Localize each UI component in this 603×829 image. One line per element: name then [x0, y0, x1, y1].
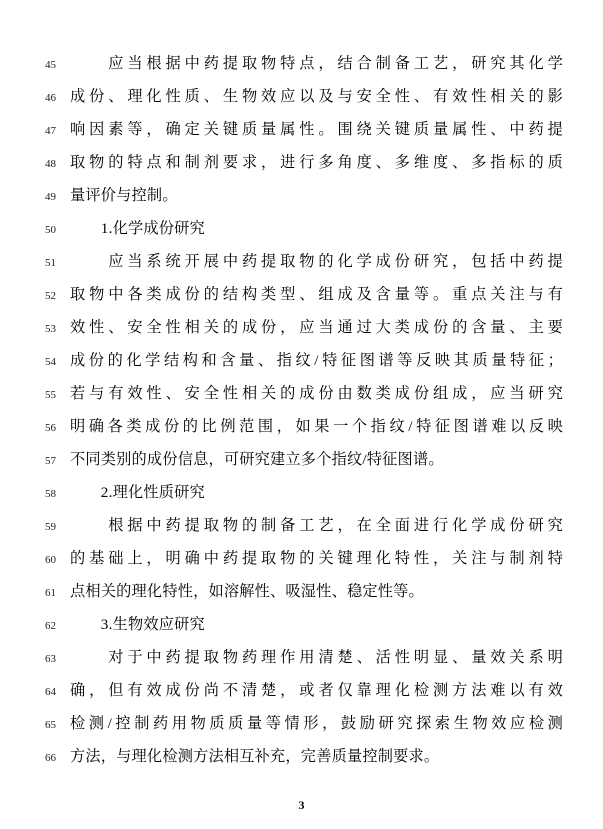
line-number: 57: [45, 455, 56, 467]
line-list: [40, 48, 563, 774]
text-line: [40, 543, 563, 576]
text-line: [40, 378, 563, 411]
line-number: 62: [45, 620, 56, 632]
line-text: 量评价与控制。: [70, 187, 178, 204]
text-line: [40, 345, 563, 378]
line-number: 54: [45, 356, 56, 368]
line-number: 49: [45, 191, 56, 203]
text-line: [40, 48, 563, 81]
line-text: 1.化学成份研究: [70, 220, 205, 237]
text-line: [40, 477, 563, 510]
text-line: [40, 279, 563, 312]
text-line: [40, 246, 563, 279]
line-number: 55: [45, 389, 56, 401]
line-number: 50: [45, 224, 56, 236]
line-number: 53: [45, 323, 56, 335]
text-line: [40, 114, 563, 147]
page-number: 3: [298, 798, 305, 812]
text-line: [40, 576, 563, 609]
line-text: 检测/控制药用物质质量等情形，鼓励研究探索生物效应检测: [70, 715, 563, 732]
line-text: 3.生物效应研究: [70, 616, 205, 633]
line-number: 56: [45, 422, 56, 434]
text-line: [40, 312, 563, 345]
text-line: [40, 180, 563, 213]
text-line: [40, 642, 563, 675]
text-line: [40, 411, 563, 444]
text-line: [40, 675, 563, 708]
line-number: 65: [45, 719, 56, 731]
line-text: 成份、理化性质、生物效应以及与安全性、有效性相关的影: [70, 88, 563, 105]
text-line: [40, 213, 563, 246]
line-text: 应当系统开展中药提取物的化学成份研究，包括中药提: [70, 253, 563, 270]
line-number: 63: [45, 653, 56, 665]
line-text: 2.理化性质研究: [70, 484, 205, 501]
line-text: 方法，与理化检测方法相互补充，完善质量控制要求。: [70, 748, 440, 765]
text-line: [40, 708, 563, 741]
line-number: 59: [45, 521, 56, 533]
line-number: 51: [45, 257, 56, 269]
line-number: 64: [45, 686, 56, 698]
line-text: 应当根据中药提取物特点，结合制备工艺，研究其化学: [70, 55, 563, 72]
line-text: 不同类别的成份信息，可研究建立多个指纹/特征图谱。: [70, 451, 444, 468]
text-line: [40, 444, 563, 477]
line-text: 对于中药提取物药理作用清楚、活性明显、量效关系明: [70, 649, 563, 666]
line-number: 58: [45, 488, 56, 500]
line-number: 45: [45, 59, 56, 71]
line-text: 确，但有效成份尚不清楚，或者仅靠理化检测方法难以有效: [70, 682, 563, 699]
line-text: 若与有效性、安全性相关的成份由数类成份组成，应当研究: [70, 385, 563, 402]
line-text: 的基础上，明确中药提取物的关键理化特性，关注与制剂特: [70, 550, 563, 567]
line-number: 46: [45, 92, 56, 104]
text-line: [40, 147, 563, 180]
line-text: 响因素等，确定关键质量属性。围绕关键质量属性、中药提: [70, 121, 563, 138]
text-line: [40, 741, 563, 774]
line-text: 取物的特点和制剂要求，进行多角度、多维度、多指标的质: [70, 154, 563, 171]
line-number: 60: [45, 554, 56, 566]
text-line: [40, 81, 563, 114]
line-text: 明确各类成份的比例范围，如果一个指纹/特征图谱难以反映: [70, 418, 563, 435]
line-text: 效性、安全性相关的成份，应当通过大类成份的含量、主要: [70, 319, 563, 336]
line-text: 根据中药提取物的制备工艺，在全面进行化学成份研究: [70, 517, 563, 534]
line-number: 52: [45, 290, 56, 302]
text-line: [40, 609, 563, 642]
text-line: [40, 510, 563, 543]
line-number: 47: [45, 125, 56, 137]
line-number: 66: [45, 752, 56, 764]
line-number: 48: [45, 158, 56, 170]
line-text: 成份的化学结构和含量、指纹/特征图谱等反映其质量特征；: [70, 352, 563, 369]
line-number: 61: [45, 587, 56, 599]
line-text: 点相关的理化特性，如溶解性、吸湿性、稳定性等。: [70, 583, 424, 600]
line-text: 取物中各类成份的结构类型、组成及含量等。重点关注与有: [70, 286, 563, 303]
